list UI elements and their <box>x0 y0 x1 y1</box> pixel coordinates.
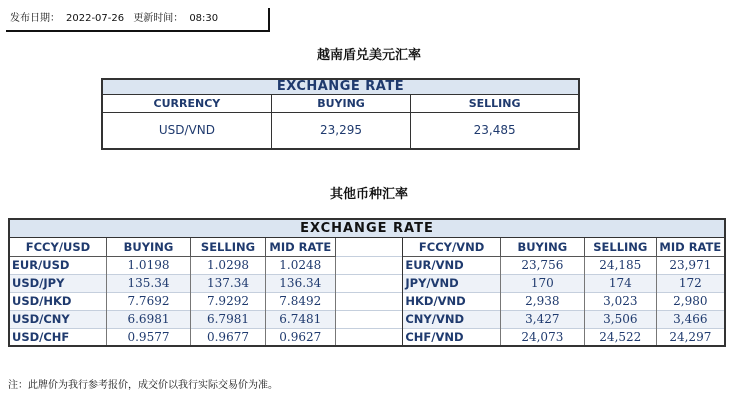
column-header-currency: CURRENCY <box>102 95 271 113</box>
buying-cell: 6.6981 <box>106 310 190 328</box>
mid-rate-cell: 24,297 <box>656 328 725 346</box>
currency-cell: USD/VND <box>102 113 271 149</box>
buying-cell: 24,073 <box>500 328 584 346</box>
mid-rate-cell: 7.8492 <box>265 292 335 310</box>
buying-cell: 23,756 <box>500 256 584 274</box>
column-header-mid-rate: MID RATE <box>656 237 725 256</box>
pair-cell: USD/CHF <box>9 328 106 346</box>
selling-cell: 0.9677 <box>191 328 266 346</box>
mid-rate-cell: 6.7481 <box>265 310 335 328</box>
selling-cell: 24,522 <box>584 328 656 346</box>
mid-rate-cell: 172 <box>656 274 725 292</box>
pair-cell: EUR/USD <box>9 256 106 274</box>
selling-cell: 1.0298 <box>191 256 266 274</box>
pair-cell: CNY/VND <box>403 310 500 328</box>
gap-cell <box>335 274 403 292</box>
buying-cell: 170 <box>500 274 584 292</box>
gap-cell <box>335 292 403 310</box>
gap-column <box>335 237 403 256</box>
column-header-buying: BUYING <box>271 95 410 113</box>
mid-rate-cell: 2,980 <box>656 292 725 310</box>
column-header-selling: SELLING <box>191 237 266 256</box>
pair-cell: JPY/VND <box>403 274 500 292</box>
selling-cell: 174 <box>584 274 656 292</box>
pair-cell: EUR/VND <box>403 256 500 274</box>
mid-rate-cell: 3,466 <box>656 310 725 328</box>
usd-vnd-table <box>101 78 580 150</box>
buying-cell: 3,427 <box>500 310 584 328</box>
gap-cell <box>335 310 403 328</box>
selling-cell: 3,506 <box>584 310 656 328</box>
pair-cell: USD/JPY <box>9 274 106 292</box>
time-value: 08:30 <box>189 13 219 24</box>
buying-cell: 7.7692 <box>106 292 190 310</box>
column-header-selling: SELLING <box>411 95 579 113</box>
vnd-section-title: 越南盾兑美元汇率 <box>316 48 421 63</box>
table-row <box>9 292 725 310</box>
pair-cell: USD/CNY <box>9 310 106 328</box>
mid-rate-cell: 23,971 <box>656 256 725 274</box>
table-row <box>9 328 725 346</box>
column-header-fccy-usd: FCCY/USD <box>9 237 106 256</box>
table-row <box>9 274 725 292</box>
mid-rate-cell: 0.9627 <box>265 328 335 346</box>
mid-rate-cell: 136.34 <box>265 274 335 292</box>
table-row <box>102 113 579 149</box>
selling-cell: 6.7981 <box>191 310 266 328</box>
pair-cell: USD/HKD <box>9 292 106 310</box>
buying-cell: 0.9577 <box>106 328 190 346</box>
selling-cell: 137.34 <box>191 274 266 292</box>
table-caption: EXCHANGE RATE <box>9 219 725 237</box>
table-row <box>9 310 725 328</box>
column-header-mid-rate: MID RATE <box>265 237 335 256</box>
mid-rate-cell: 1.0248 <box>265 256 335 274</box>
time-label: 更新时间： <box>133 13 184 24</box>
date-value: 2022-07-26 <box>66 13 125 24</box>
other-section-title: 其他币种汇率 <box>329 187 408 202</box>
buying-cell: 1.0198 <box>106 256 190 274</box>
column-header-selling: SELLING <box>584 237 656 256</box>
selling-cell: 7.9292 <box>191 292 266 310</box>
selling-cell: 24,185 <box>584 256 656 274</box>
other-currencies-table <box>8 218 726 347</box>
disclaimer-note: 注：此牌价为我行参考报价，成交价以我行实际交易价为准。 <box>8 380 278 391</box>
pair-cell: CHF/VND <box>403 328 500 346</box>
buying-cell: 2,938 <box>500 292 584 310</box>
publish-info <box>6 8 270 32</box>
table-caption: EXCHANGE RATE <box>102 79 579 95</box>
selling-cell: 23,485 <box>411 113 579 149</box>
buying-cell: 135.34 <box>106 274 190 292</box>
pair-cell: HKD/VND <box>403 292 500 310</box>
column-header-fccy-vnd: FCCY/VND <box>403 237 500 256</box>
gap-cell <box>335 256 403 274</box>
column-header-buying: BUYING <box>106 237 190 256</box>
column-header-buying: BUYING <box>500 237 584 256</box>
buying-cell: 23,295 <box>271 113 410 149</box>
selling-cell: 3,023 <box>584 292 656 310</box>
gap-cell <box>335 328 403 346</box>
date-label: 发布日期： <box>10 13 60 24</box>
table-row <box>9 256 725 274</box>
